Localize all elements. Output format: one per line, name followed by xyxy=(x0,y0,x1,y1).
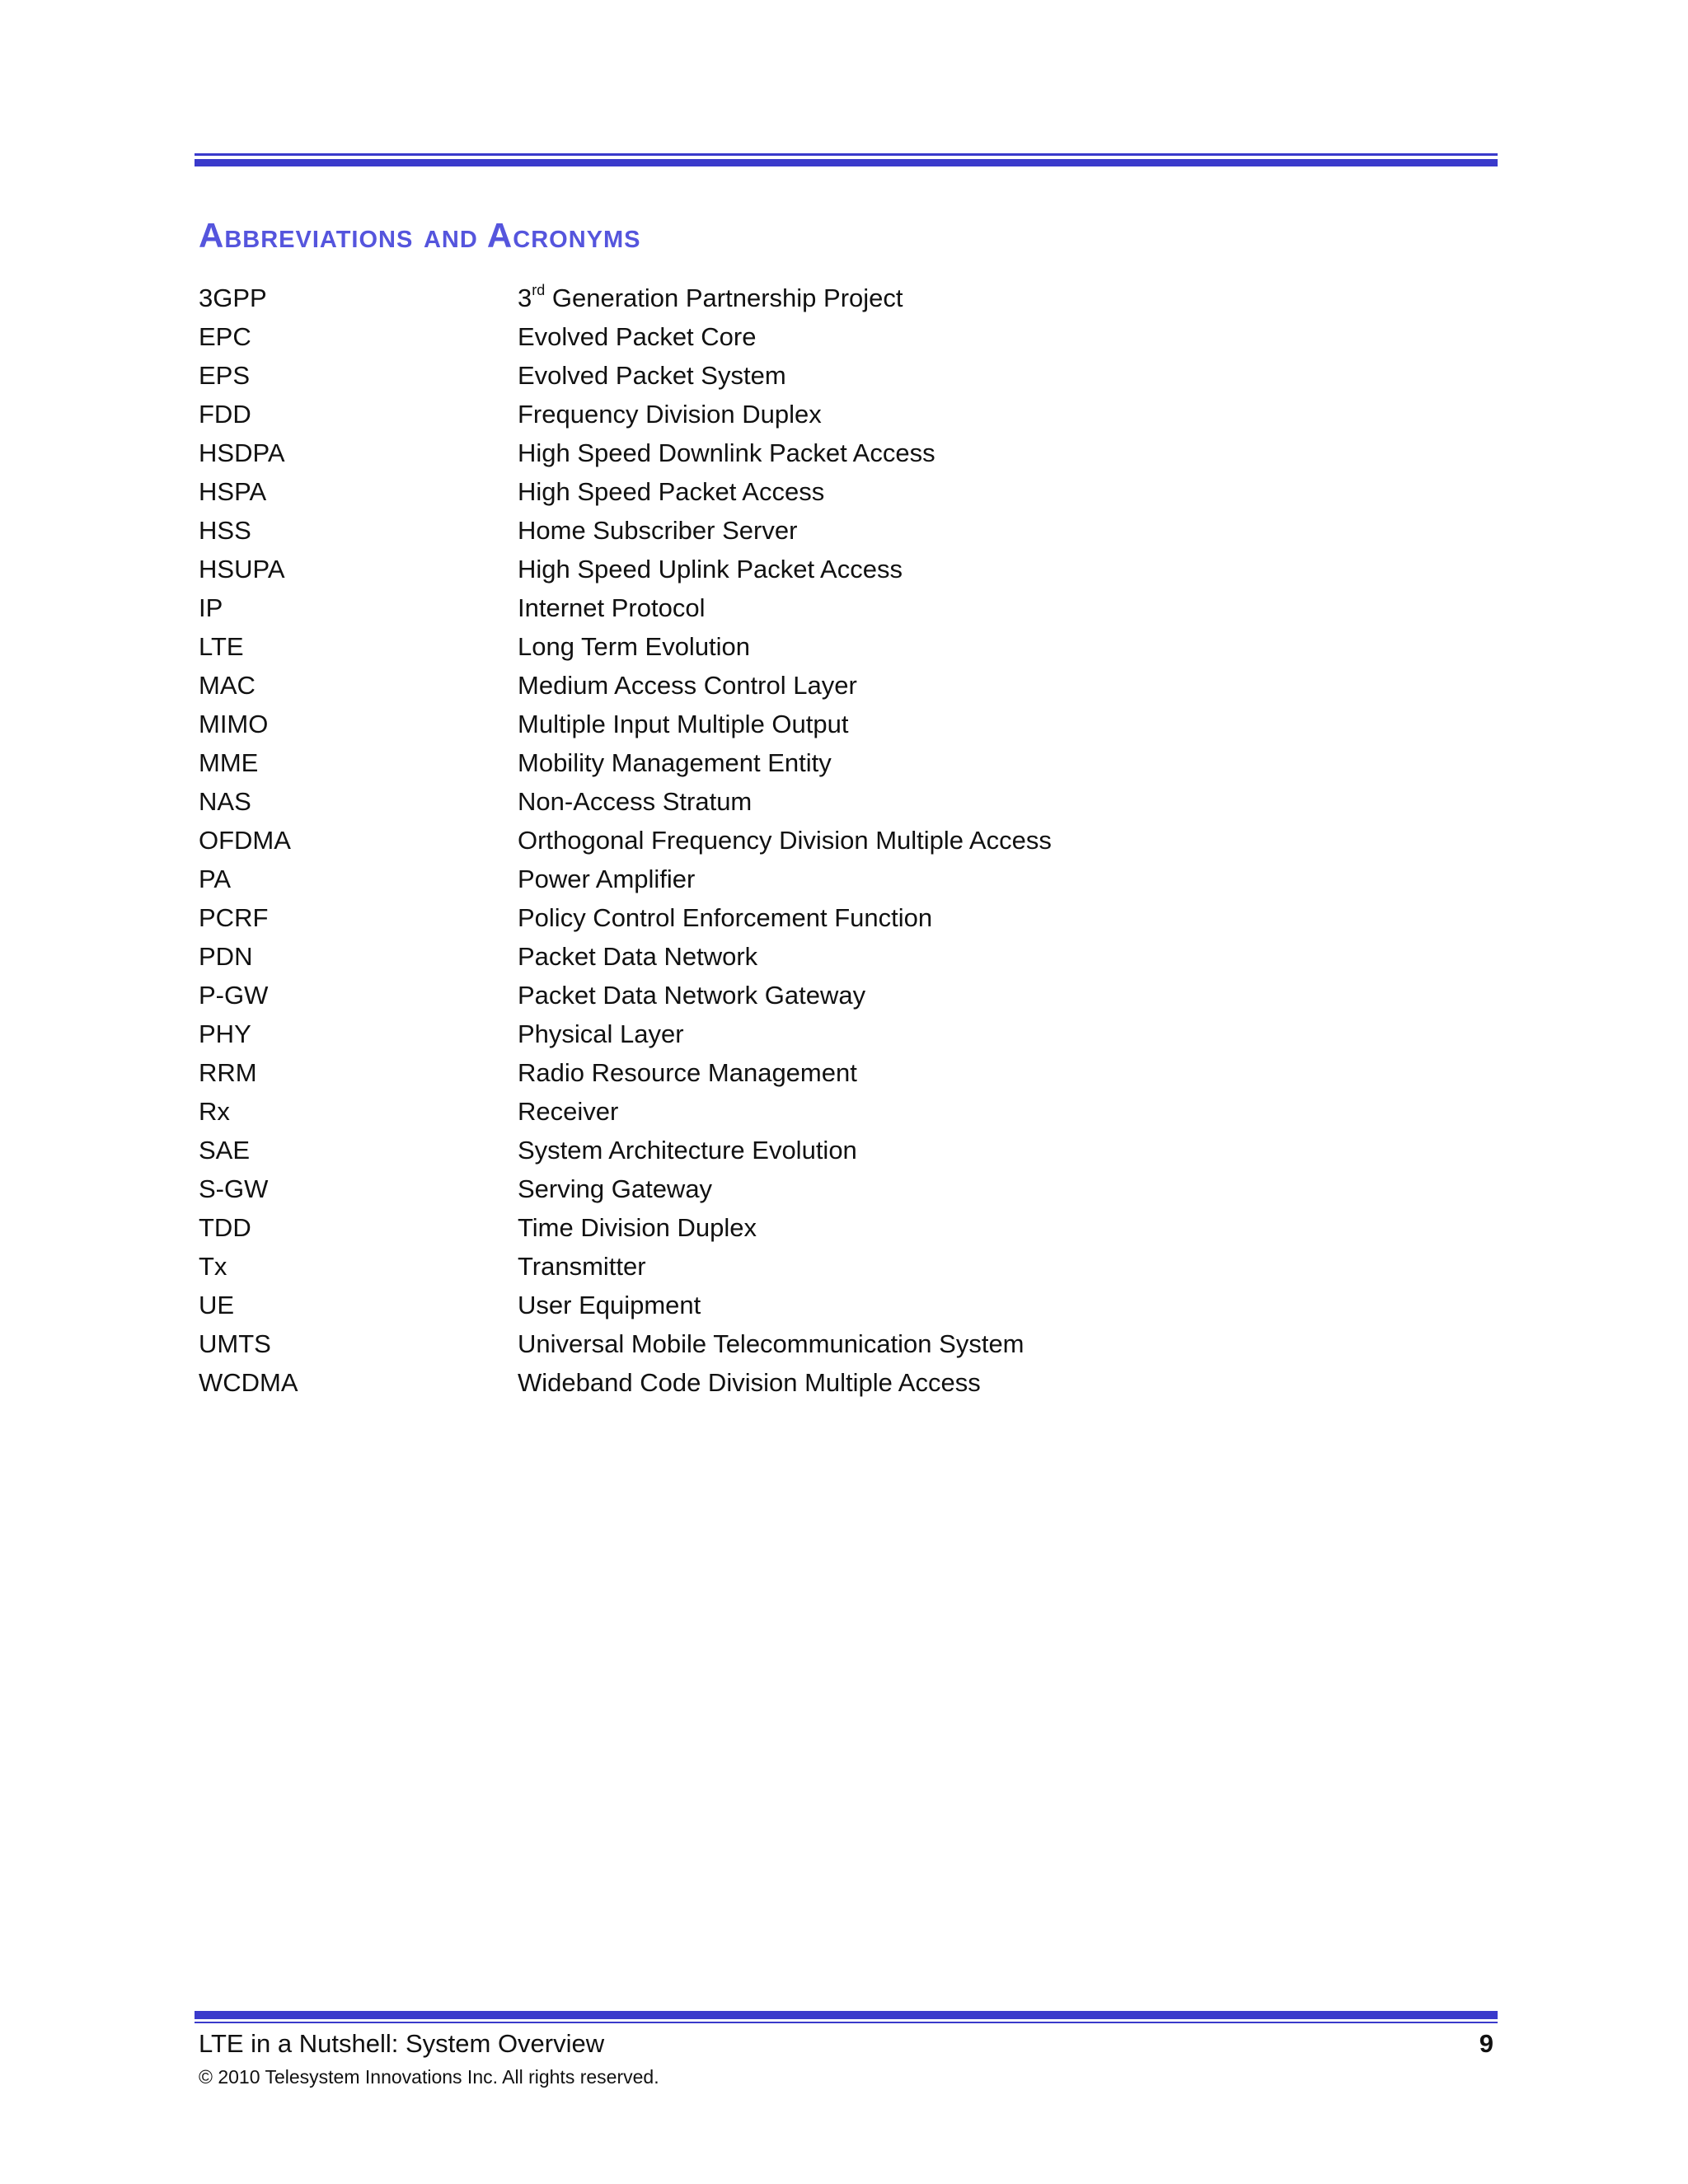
abbreviation-row xyxy=(199,898,1353,937)
definition: Transmitter xyxy=(518,1251,646,1281)
copyright-notice: © 2010 Telesystem Innovations Inc. All rights reserved. xyxy=(199,2066,659,2088)
definition: Packet Data Network Gateway xyxy=(518,980,866,1010)
abbreviation: HSS xyxy=(199,515,251,545)
abbreviation-row xyxy=(199,279,1353,317)
definition: Packet Data Network xyxy=(518,941,758,971)
abbreviation-row xyxy=(199,860,1353,898)
abbreviation: FDD xyxy=(199,399,251,429)
definition: Mobility Management Entity xyxy=(518,748,832,777)
header-rule xyxy=(195,153,1498,166)
definition: Time Division Duplex xyxy=(518,1212,757,1242)
footer-rule xyxy=(195,2011,1498,2023)
abbreviation: EPS xyxy=(199,360,251,390)
abbreviation-row xyxy=(199,1363,1353,1402)
abbreviation: HSDPA xyxy=(199,438,285,467)
abbreviation: IP xyxy=(199,593,223,622)
definition: Medium Access Control Layer xyxy=(518,670,857,700)
abbreviation-row xyxy=(199,666,1353,705)
abbreviation-row xyxy=(199,511,1353,550)
abbreviation: OFDMA xyxy=(199,825,291,855)
abbreviation: MME xyxy=(199,748,259,777)
abbreviation: S-GW xyxy=(199,1174,269,1203)
abbreviation: EPC xyxy=(199,321,251,351)
abbreviation: TDD xyxy=(199,1212,251,1242)
footer-rule-thin xyxy=(195,2022,1498,2023)
definition: Long Term Evolution xyxy=(518,631,751,661)
page-number: 9 xyxy=(1479,2029,1493,2058)
footer-rule-thick xyxy=(195,2011,1498,2019)
abbreviation-row xyxy=(199,743,1353,782)
abbreviation: LTE xyxy=(199,631,244,661)
abbreviation-row xyxy=(199,937,1353,976)
abbreviation-list xyxy=(199,279,1353,1402)
abbreviation: PA xyxy=(199,864,232,893)
abbreviation: Rx xyxy=(199,1096,230,1126)
definition: Evolved Packet Core xyxy=(518,321,757,351)
abbreviation: PHY xyxy=(199,1019,251,1048)
definition xyxy=(518,281,1353,313)
definition: Evolved Packet System xyxy=(518,360,786,390)
abbreviation-row xyxy=(199,1092,1353,1131)
abbreviation-row xyxy=(199,1015,1353,1053)
abbreviation-row xyxy=(199,588,1353,627)
definition: System Architecture Evolution xyxy=(518,1135,857,1165)
abbreviation: MIMO xyxy=(199,709,269,738)
definition: Serving Gateway xyxy=(518,1174,713,1203)
abbreviation: UMTS xyxy=(199,1329,271,1358)
abbreviation: PCRF xyxy=(199,902,269,932)
definition: High Speed Uplink Packet Access xyxy=(518,554,903,583)
abbreviation-row xyxy=(199,1247,1353,1286)
definition: Receiver xyxy=(518,1096,619,1126)
abbreviation-row xyxy=(199,472,1353,511)
definition: Internet Protocol xyxy=(518,593,706,622)
definition: Universal Mobile Telecommunication System xyxy=(518,1329,1025,1358)
definition: Non-Access Stratum xyxy=(518,786,753,816)
header-rule-thick xyxy=(195,159,1498,166)
definition: Radio Resource Management xyxy=(518,1057,857,1087)
footer-title: LTE in a Nutshell: System Overview xyxy=(199,2029,605,2058)
abbreviation: NAS xyxy=(199,786,251,816)
definition: Multiple Input Multiple Output xyxy=(518,709,849,738)
abbreviation-row xyxy=(199,782,1353,821)
abbreviation: RRM xyxy=(199,1057,257,1087)
definition: Orthogonal Frequency Division Multiple Access xyxy=(518,825,1052,855)
abbreviation-row xyxy=(199,550,1353,588)
abbreviation-row xyxy=(199,821,1353,860)
definition: High Speed Downlink Packet Access xyxy=(518,438,935,467)
abbreviation-row xyxy=(199,1053,1353,1092)
abbreviation-row xyxy=(199,1324,1353,1363)
definition: User Equipment xyxy=(518,1290,701,1319)
abbreviation: SAE xyxy=(199,1135,251,1165)
abbreviation-row xyxy=(199,395,1353,434)
section-title: Abbreviations and Acronyms xyxy=(199,216,641,255)
abbreviation: PDN xyxy=(199,941,253,971)
definition: High Speed Packet Access xyxy=(518,476,825,506)
abbreviation: HSPA xyxy=(199,476,267,506)
abbreviation-row xyxy=(199,705,1353,743)
abbreviation-row xyxy=(199,317,1353,356)
abbreviation: UE xyxy=(199,1290,235,1319)
abbreviation-row xyxy=(199,1208,1353,1247)
definition: Power Amplifier xyxy=(518,864,696,893)
abbreviation: 3GPP xyxy=(199,283,267,312)
definition: Frequency Division Duplex xyxy=(518,399,822,429)
abbreviation: WCDMA xyxy=(199,1367,298,1397)
ordinal-number: 3 xyxy=(518,283,532,312)
ordinal-suffix: rd xyxy=(532,281,546,298)
definition: Policy Control Enforcement Function xyxy=(518,902,933,932)
definition: Physical Layer xyxy=(518,1019,684,1048)
abbreviation-row xyxy=(199,1169,1353,1208)
definition: Wideband Code Division Multiple Access xyxy=(518,1367,981,1397)
abbreviation-row xyxy=(199,356,1353,395)
abbreviation-row xyxy=(199,627,1353,666)
abbreviation: MAC xyxy=(199,670,256,700)
definition-rest: Generation Partnership Project xyxy=(545,283,903,312)
abbreviation: P-GW xyxy=(199,980,269,1010)
abbreviation: HSUPA xyxy=(199,554,285,583)
abbreviation-row xyxy=(199,1286,1353,1324)
abbreviation: Tx xyxy=(199,1251,227,1281)
abbreviation-row xyxy=(199,976,1353,1015)
definition: Home Subscriber Server xyxy=(518,515,798,545)
abbreviation-row xyxy=(199,1131,1353,1169)
abbreviation-row xyxy=(199,434,1353,472)
